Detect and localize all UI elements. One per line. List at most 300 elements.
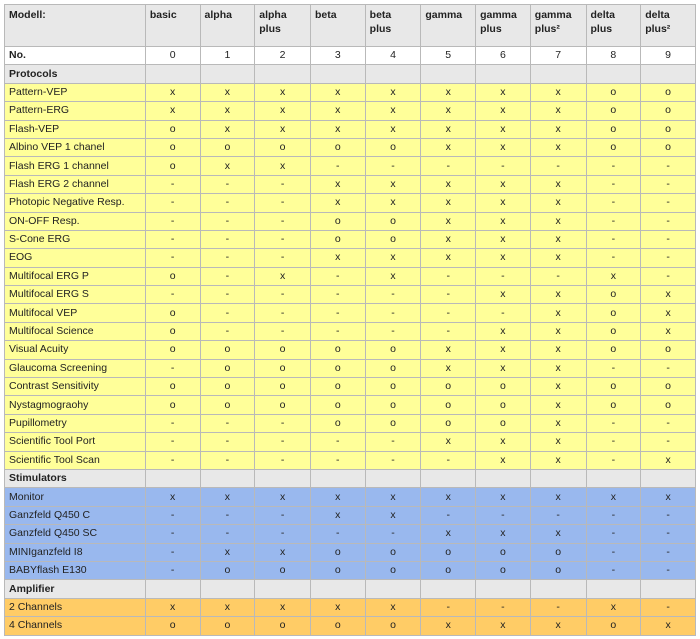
availability-cell: o — [641, 83, 696, 101]
row-label: Scientific Tool Port — [5, 433, 146, 451]
availability-cell: o — [200, 396, 255, 414]
availability-cell: x — [530, 525, 586, 543]
availability-cell: x — [586, 488, 641, 506]
section-filler-cell — [310, 469, 365, 487]
row-label: Nystagmograohy — [5, 396, 146, 414]
section-filler-cell — [641, 469, 696, 487]
table-row — [5, 396, 696, 414]
section-filler-cell — [200, 65, 255, 83]
availability-cell: o — [530, 561, 586, 579]
availability-cell: - — [200, 451, 255, 469]
availability-cell: - — [145, 359, 200, 377]
availability-cell: o — [145, 138, 200, 156]
section-filler-cell — [530, 580, 586, 598]
availability-cell: - — [200, 286, 255, 304]
availability-cell: x — [530, 249, 586, 267]
model-column-header — [586, 5, 641, 47]
availability-cell: - — [365, 157, 421, 175]
availability-cell: - — [530, 598, 586, 616]
section-filler-cell — [586, 469, 641, 487]
model-name-line1: basic — [149, 9, 177, 21]
availability-cell: x — [200, 488, 255, 506]
availability-cell: o — [145, 120, 200, 138]
availability-cell: - — [145, 194, 200, 212]
availability-cell: x — [476, 359, 531, 377]
availability-cell: - — [641, 249, 696, 267]
availability-cell: - — [365, 286, 421, 304]
availability-cell: o — [310, 396, 365, 414]
availability-cell: - — [476, 267, 531, 285]
availability-cell: - — [421, 506, 476, 524]
availability-cell: o — [310, 543, 365, 561]
table-row — [5, 286, 696, 304]
availability-cell: - — [145, 249, 200, 267]
availability-cell: o — [476, 396, 531, 414]
availability-cell: o — [530, 543, 586, 561]
row-label: Albino VEP 1 chanel — [5, 138, 146, 156]
availability-cell: - — [421, 322, 476, 340]
model-number: 2 — [255, 47, 311, 65]
availability-cell: x — [530, 378, 586, 396]
availability-cell: x — [530, 322, 586, 340]
availability-cell: - — [200, 506, 255, 524]
availability-cell: x — [530, 359, 586, 377]
availability-cell: x — [476, 525, 531, 543]
model-name-line1: beta — [314, 9, 337, 21]
availability-cell: - — [586, 414, 641, 432]
model-name-line2: plus — [480, 23, 502, 35]
availability-cell: x — [476, 120, 531, 138]
availability-cell: - — [255, 304, 311, 322]
availability-cell: - — [365, 304, 421, 322]
model-number: 4 — [365, 47, 421, 65]
table-row — [5, 617, 696, 635]
availability-cell: - — [255, 249, 311, 267]
availability-cell: - — [586, 543, 641, 561]
table-row — [5, 194, 696, 212]
availability-cell: x — [476, 83, 531, 101]
availability-cell: o — [586, 102, 641, 120]
availability-cell: x — [310, 506, 365, 524]
availability-cell: x — [365, 83, 421, 101]
availability-cell: x — [421, 341, 476, 359]
availability-cell: - — [200, 267, 255, 285]
availability-cell: - — [255, 451, 311, 469]
availability-cell: x — [200, 157, 255, 175]
availability-cell: o — [421, 561, 476, 579]
row-label: S-Cone ERG — [5, 230, 146, 248]
availability-cell: - — [586, 175, 641, 193]
model-number: 1 — [200, 47, 255, 65]
availability-cell: - — [586, 249, 641, 267]
availability-cell: x — [530, 230, 586, 248]
section-filler-cell — [421, 469, 476, 487]
row-label: Pupillometry — [5, 414, 146, 432]
availability-cell: - — [641, 433, 696, 451]
availability-cell: - — [310, 304, 365, 322]
availability-cell: - — [310, 322, 365, 340]
availability-cell: x — [641, 322, 696, 340]
model-number-row — [5, 47, 696, 65]
availability-cell: x — [476, 488, 531, 506]
table-row — [5, 212, 696, 230]
availability-cell: x — [476, 451, 531, 469]
availability-cell: x — [255, 598, 311, 616]
availability-cell: - — [586, 561, 641, 579]
availability-cell: o — [421, 396, 476, 414]
availability-cell: - — [586, 230, 641, 248]
availability-cell: o — [310, 378, 365, 396]
availability-cell: x — [530, 102, 586, 120]
availability-cell: x — [530, 617, 586, 635]
table-row — [5, 488, 696, 506]
availability-cell: - — [255, 525, 311, 543]
availability-cell: o — [145, 617, 200, 635]
availability-cell: x — [310, 488, 365, 506]
section-filler-cell — [310, 580, 365, 598]
availability-cell: x — [365, 267, 421, 285]
availability-cell: - — [200, 249, 255, 267]
section-filler-cell — [145, 469, 200, 487]
availability-cell: x — [586, 267, 641, 285]
availability-cell: o — [586, 120, 641, 138]
availability-cell: o — [476, 561, 531, 579]
section-filler-cell — [476, 65, 531, 83]
availability-cell: o — [365, 212, 421, 230]
availability-cell: x — [255, 83, 311, 101]
section-title: Stimulators — [5, 469, 146, 487]
row-label: Pattern-VEP — [5, 83, 146, 101]
section-filler-cell — [421, 580, 476, 598]
availability-cell: o — [365, 378, 421, 396]
availability-cell: x — [365, 175, 421, 193]
availability-cell: - — [586, 525, 641, 543]
availability-cell: o — [641, 138, 696, 156]
availability-cell: - — [145, 506, 200, 524]
availability-cell: x — [365, 598, 421, 616]
availability-cell: x — [421, 230, 476, 248]
availability-cell: o — [365, 230, 421, 248]
availability-cell: o — [310, 138, 365, 156]
availability-cell: - — [530, 157, 586, 175]
availability-cell: o — [365, 414, 421, 432]
availability-cell: x — [365, 506, 421, 524]
row-label: MINIganzfeld I8 — [5, 543, 146, 561]
number-label: No. — [5, 47, 146, 65]
availability-cell: o — [255, 561, 311, 579]
model-number: 0 — [145, 47, 200, 65]
availability-cell: - — [421, 286, 476, 304]
availability-cell: o — [145, 396, 200, 414]
availability-cell: o — [200, 378, 255, 396]
availability-cell: x — [476, 433, 531, 451]
availability-cell: o — [586, 286, 641, 304]
availability-cell: - — [476, 598, 531, 616]
availability-cell: x — [476, 194, 531, 212]
table-row — [5, 102, 696, 120]
availability-cell: x — [641, 617, 696, 635]
section-filler-cell — [310, 65, 365, 83]
row-label: Flash-VEP — [5, 120, 146, 138]
availability-cell: o — [641, 378, 696, 396]
availability-cell: - — [200, 194, 255, 212]
availability-cell: x — [310, 120, 365, 138]
availability-cell: - — [200, 304, 255, 322]
table-row — [5, 451, 696, 469]
model-name-line1: delta — [590, 9, 616, 21]
availability-cell: - — [530, 506, 586, 524]
availability-cell: - — [421, 267, 476, 285]
table-row — [5, 249, 696, 267]
section-header-row — [5, 580, 696, 598]
table-row — [5, 304, 696, 322]
table-row — [5, 138, 696, 156]
availability-cell: x — [145, 83, 200, 101]
availability-cell: o — [310, 561, 365, 579]
availability-cell: - — [145, 175, 200, 193]
availability-cell: x — [255, 102, 311, 120]
table-row — [5, 175, 696, 193]
availability-cell: o — [310, 341, 365, 359]
availability-cell: x — [530, 83, 586, 101]
section-filler-cell — [255, 469, 311, 487]
availability-cell: o — [586, 617, 641, 635]
availability-cell: x — [200, 102, 255, 120]
availability-cell: o — [145, 304, 200, 322]
availability-cell: - — [365, 451, 421, 469]
section-filler-cell — [530, 469, 586, 487]
availability-cell: - — [310, 525, 365, 543]
availability-cell: x — [476, 138, 531, 156]
availability-cell: - — [641, 230, 696, 248]
availability-cell: - — [586, 157, 641, 175]
availability-cell: o — [310, 230, 365, 248]
availability-cell: - — [586, 451, 641, 469]
availability-cell: - — [200, 525, 255, 543]
availability-cell: x — [200, 543, 255, 561]
availability-cell: - — [200, 433, 255, 451]
availability-cell: o — [310, 617, 365, 635]
table-row — [5, 359, 696, 377]
model-number: 3 — [310, 47, 365, 65]
model-name-line2: plus² — [534, 23, 560, 35]
availability-cell: o — [145, 157, 200, 175]
section-filler-cell — [530, 65, 586, 83]
availability-cell: - — [586, 433, 641, 451]
table-row — [5, 120, 696, 138]
availability-cell: x — [476, 212, 531, 230]
availability-cell: - — [586, 194, 641, 212]
section-filler-cell — [476, 580, 531, 598]
model-name-line1: gamma — [425, 9, 463, 21]
availability-cell: o — [641, 102, 696, 120]
availability-cell: o — [476, 543, 531, 561]
availability-cell: - — [641, 598, 696, 616]
availability-cell: - — [145, 230, 200, 248]
section-filler-cell — [365, 580, 421, 598]
availability-cell: - — [421, 157, 476, 175]
row-label: Ganzfeld Q450 SC — [5, 525, 146, 543]
availability-cell: - — [476, 506, 531, 524]
availability-cell: x — [530, 175, 586, 193]
table-row — [5, 414, 696, 432]
availability-cell: o — [255, 396, 311, 414]
availability-cell: x — [421, 359, 476, 377]
availability-cell: - — [200, 175, 255, 193]
availability-cell: o — [255, 378, 311, 396]
availability-cell: x — [641, 488, 696, 506]
availability-cell: x — [145, 598, 200, 616]
model-name-line1: delta — [645, 9, 670, 21]
model-number: 8 — [586, 47, 641, 65]
section-filler-cell — [255, 65, 311, 83]
availability-cell: x — [530, 488, 586, 506]
availability-cell: o — [365, 561, 421, 579]
section-header-row — [5, 65, 696, 83]
availability-cell: o — [421, 414, 476, 432]
section-filler-cell — [200, 580, 255, 598]
availability-cell: - — [641, 212, 696, 230]
availability-cell: - — [641, 157, 696, 175]
availability-cell: - — [641, 267, 696, 285]
section-filler-cell — [641, 580, 696, 598]
availability-cell: - — [641, 543, 696, 561]
availability-cell: o — [200, 341, 255, 359]
availability-cell: - — [476, 304, 531, 322]
availability-cell: o — [310, 414, 365, 432]
availability-cell: x — [365, 120, 421, 138]
availability-cell: x — [365, 249, 421, 267]
availability-cell: o — [255, 359, 311, 377]
availability-cell: x — [310, 175, 365, 193]
availability-cell: x — [365, 102, 421, 120]
model-name-line2: plus — [259, 23, 281, 35]
availability-cell: - — [255, 322, 311, 340]
row-label: Scientific Tool Scan — [5, 451, 146, 469]
availability-cell: x — [530, 451, 586, 469]
row-label: EOG — [5, 249, 146, 267]
availability-cell: o — [145, 341, 200, 359]
section-filler-cell — [145, 65, 200, 83]
model-column-header — [530, 5, 586, 47]
availability-cell: x — [421, 212, 476, 230]
model-column-header — [200, 5, 255, 47]
availability-cell: o — [200, 359, 255, 377]
availability-cell: x — [421, 83, 476, 101]
availability-cell: - — [200, 322, 255, 340]
row-label: 2 Channels — [5, 598, 146, 616]
availability-cell: - — [641, 525, 696, 543]
availability-cell: o — [145, 322, 200, 340]
row-label: Contrast Sensitivity — [5, 378, 146, 396]
availability-cell: o — [145, 378, 200, 396]
model-column-header — [145, 5, 200, 47]
availability-cell: o — [586, 138, 641, 156]
availability-cell: x — [200, 120, 255, 138]
availability-cell: x — [530, 341, 586, 359]
model-column-header — [421, 5, 476, 47]
availability-cell: o — [586, 322, 641, 340]
row-label: 4 Channels — [5, 617, 146, 635]
availability-cell: x — [530, 120, 586, 138]
availability-cell: - — [145, 433, 200, 451]
section-filler-cell — [641, 65, 696, 83]
availability-cell: x — [476, 230, 531, 248]
availability-cell: - — [310, 267, 365, 285]
table-row — [5, 267, 696, 285]
availability-cell: x — [421, 102, 476, 120]
model-number: 9 — [641, 47, 696, 65]
availability-cell: o — [200, 138, 255, 156]
availability-cell: x — [421, 525, 476, 543]
availability-cell: x — [421, 138, 476, 156]
table-row — [5, 506, 696, 524]
row-label: Ganzfeld Q450 C — [5, 506, 146, 524]
availability-cell: x — [255, 488, 311, 506]
availability-cell: - — [421, 451, 476, 469]
availability-cell: x — [255, 267, 311, 285]
availability-cell: - — [255, 230, 311, 248]
table-row — [5, 378, 696, 396]
availability-cell: x — [476, 286, 531, 304]
availability-cell: o — [255, 341, 311, 359]
availability-cell: x — [641, 286, 696, 304]
availability-cell: x — [255, 120, 311, 138]
availability-cell: x — [255, 157, 311, 175]
availability-cell: - — [200, 212, 255, 230]
table-row — [5, 157, 696, 175]
availability-cell: x — [530, 138, 586, 156]
availability-cell: x — [310, 249, 365, 267]
availability-cell: - — [255, 414, 311, 432]
availability-cell: o — [641, 341, 696, 359]
availability-cell: x — [476, 249, 531, 267]
model-name-line1: alpha — [259, 9, 287, 21]
availability-cell: - — [586, 212, 641, 230]
availability-cell: - — [641, 561, 696, 579]
availability-cell: - — [145, 451, 200, 469]
model-name-line1: gamma — [534, 9, 572, 21]
corner-label: Modell: — [5, 5, 146, 47]
availability-cell: x — [365, 488, 421, 506]
availability-cell: - — [586, 506, 641, 524]
availability-cell: x — [365, 194, 421, 212]
availability-cell: x — [421, 194, 476, 212]
model-column-header — [641, 5, 696, 47]
availability-cell: o — [200, 617, 255, 635]
table-row — [5, 230, 696, 248]
availability-cell: o — [586, 378, 641, 396]
model-name-line2: plus — [369, 23, 392, 35]
model-header-row — [5, 5, 696, 47]
availability-cell: - — [641, 414, 696, 432]
table-row — [5, 341, 696, 359]
availability-cell: - — [310, 157, 365, 175]
availability-cell: o — [641, 396, 696, 414]
section-filler-cell — [476, 469, 531, 487]
availability-cell: o — [586, 341, 641, 359]
availability-cell: - — [310, 451, 365, 469]
availability-cell: o — [586, 304, 641, 322]
row-label: Photopic Negative Resp. — [5, 194, 146, 212]
availability-cell: x — [476, 175, 531, 193]
model-column-header — [365, 5, 421, 47]
availability-cell: o — [421, 378, 476, 396]
availability-cell: x — [200, 598, 255, 616]
row-label: Multifocal Science — [5, 322, 146, 340]
availability-cell: x — [255, 543, 311, 561]
availability-cell: x — [421, 617, 476, 635]
